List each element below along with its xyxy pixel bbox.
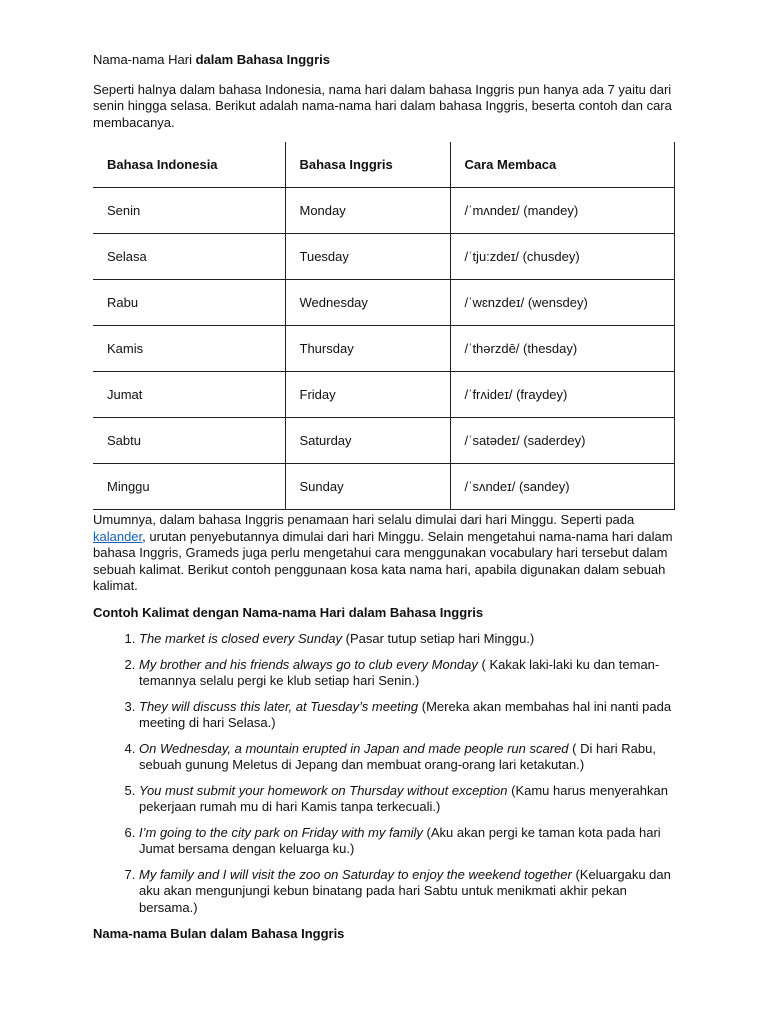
cell-english: Sunday (285, 464, 450, 510)
table-row (93, 280, 674, 326)
cell-english: Thursday (285, 326, 450, 372)
cell-indonesian: Jumat (93, 372, 285, 418)
examples-list (93, 631, 678, 916)
table-row (93, 188, 674, 234)
after-table-text-start: Umumnya, dalam bahasa Inggris penamaan hari selalu dimulai dari hari Minggu. Seperti pada (93, 512, 635, 527)
example-english: On Wednesday, a mountain erupted in Japan and made people run scared (139, 740, 569, 756)
example-translation: (Kamu harus menyerahkan pekerjaan rumah mu di hari Kamis tanpa terkecuali.) (139, 782, 668, 814)
list-item (139, 631, 678, 648)
list-item (139, 699, 678, 732)
cell-pronunciation: /ˈfrʌideɪ/ (fraydey) (450, 372, 674, 418)
example-translation: ( Kakak laki-laki ku dan teman-temannya selalu pergi ke klub setiap hari Senin.) (139, 656, 660, 688)
cell-indonesian: Sabtu (93, 418, 285, 464)
table-row (93, 464, 674, 510)
cell-indonesian: Rabu (93, 280, 285, 326)
cell-english: Monday (285, 188, 450, 234)
after-table-text-end: , urutan penyebutannya dimulai dari hari Minggu. Selain mengetahui nama-nama hari dalam bahasa Inggris, Grameds juga perlu mengetahui cara menggunakan vocabulary hari tersebut dalam sebuah kalimat. Berikut contoh penggunaan kosa kata nama hari, apabila digunakan dalam sebuah kalimat. (93, 528, 673, 593)
title-prefix: Nama-nama Hari (93, 52, 196, 67)
example-english: I’m going to the city park on Friday with my family (139, 824, 423, 840)
header-english: Bahasa Inggris (285, 142, 450, 188)
after-table-paragraph (93, 512, 678, 595)
document-title (93, 52, 678, 69)
cell-pronunciation: /ˈsatədeɪ/ (saderdey) (450, 418, 674, 464)
table-row (93, 372, 674, 418)
example-english: My family and I will visit the zoo on Saturday to enjoy the weekend together (139, 866, 572, 882)
document-page (93, 52, 678, 953)
kalander-link[interactable]: kalander (93, 528, 143, 544)
intro-paragraph: Seperti halnya dalam bahasa Indonesia, nama hari dalam bahasa Inggris pun hanya ada 7 yaitu dari senin hingga selasa. Berikut adalah nama-nama hari dalam bahasa Inggris, beserta contoh dan cara membacanya. (93, 81, 672, 130)
header-indonesian: Bahasa Indonesia (93, 142, 285, 188)
list-item (139, 783, 678, 816)
example-translation: (Aku akan pergi ke taman kota pada hari Jumat bersama dengan keluarga ku.) (139, 824, 661, 856)
example-english: My brother and his friends always go to club every Monday (139, 656, 478, 672)
example-translation: (Keluargaku dan aku akan mengunjungi kebun binatang pada hari Sabtu untuk menikmati akhir pekan bersama.) (139, 866, 671, 915)
example-english: They will discuss this later, at Tuesday’s meeting (139, 698, 419, 714)
cell-english: Saturday (285, 418, 450, 464)
cell-english: Wednesday (285, 280, 450, 326)
cell-english: Tuesday (285, 234, 450, 280)
cell-pronunciation: /ˈsʌndeɪ/ (sandey) (450, 464, 674, 510)
header-pronunciation: Cara Membaca (450, 142, 674, 188)
next-section-heading: Nama-nama Bulan dalam Bahasa Inggris (93, 926, 345, 941)
list-item (139, 825, 678, 858)
list-item (139, 741, 678, 774)
table-row (93, 234, 674, 280)
cell-english: Friday (285, 372, 450, 418)
example-translation: (Pasar tutup setiap hari Minggu.) (342, 631, 535, 646)
cell-indonesian: Minggu (93, 464, 285, 510)
example-english: The market is closed every Sunday (139, 631, 343, 646)
title-bold: dalam Bahasa Inggris (195, 52, 330, 67)
cell-pronunciation: /ˈwɛnzdeɪ/ (wensdey) (450, 280, 674, 326)
list-item (139, 867, 678, 917)
table-row (93, 418, 674, 464)
cell-indonesian: Senin (93, 188, 285, 234)
days-table (93, 142, 675, 510)
cell-pronunciation: /ˈthərzdē/ (thesday) (450, 326, 674, 372)
examples-heading: Contoh Kalimat dengan Nama-nama Hari dalam Bahasa Inggris (93, 604, 484, 620)
list-item (139, 657, 678, 690)
cell-pronunciation: /ˈmʌndeɪ/ (mandey) (450, 188, 674, 234)
example-translation: (Mereka akan membahas hal ini nanti pada meeting di hari Selasa.) (139, 698, 672, 730)
example-translation: ( Di hari Rabu, sebuah gunung Meletus di Jepang dan membuat orang-orang lari ketakutan.) (139, 740, 656, 772)
table-row (93, 326, 674, 372)
cell-indonesian: Kamis (93, 326, 285, 372)
cell-pronunciation: /ˈtju:zdeɪ/ (chusdey) (450, 234, 674, 280)
example-english: You must submit your homework on Thursday without exception (139, 782, 508, 798)
table-header-row (93, 142, 674, 188)
cell-indonesian: Selasa (93, 234, 285, 280)
